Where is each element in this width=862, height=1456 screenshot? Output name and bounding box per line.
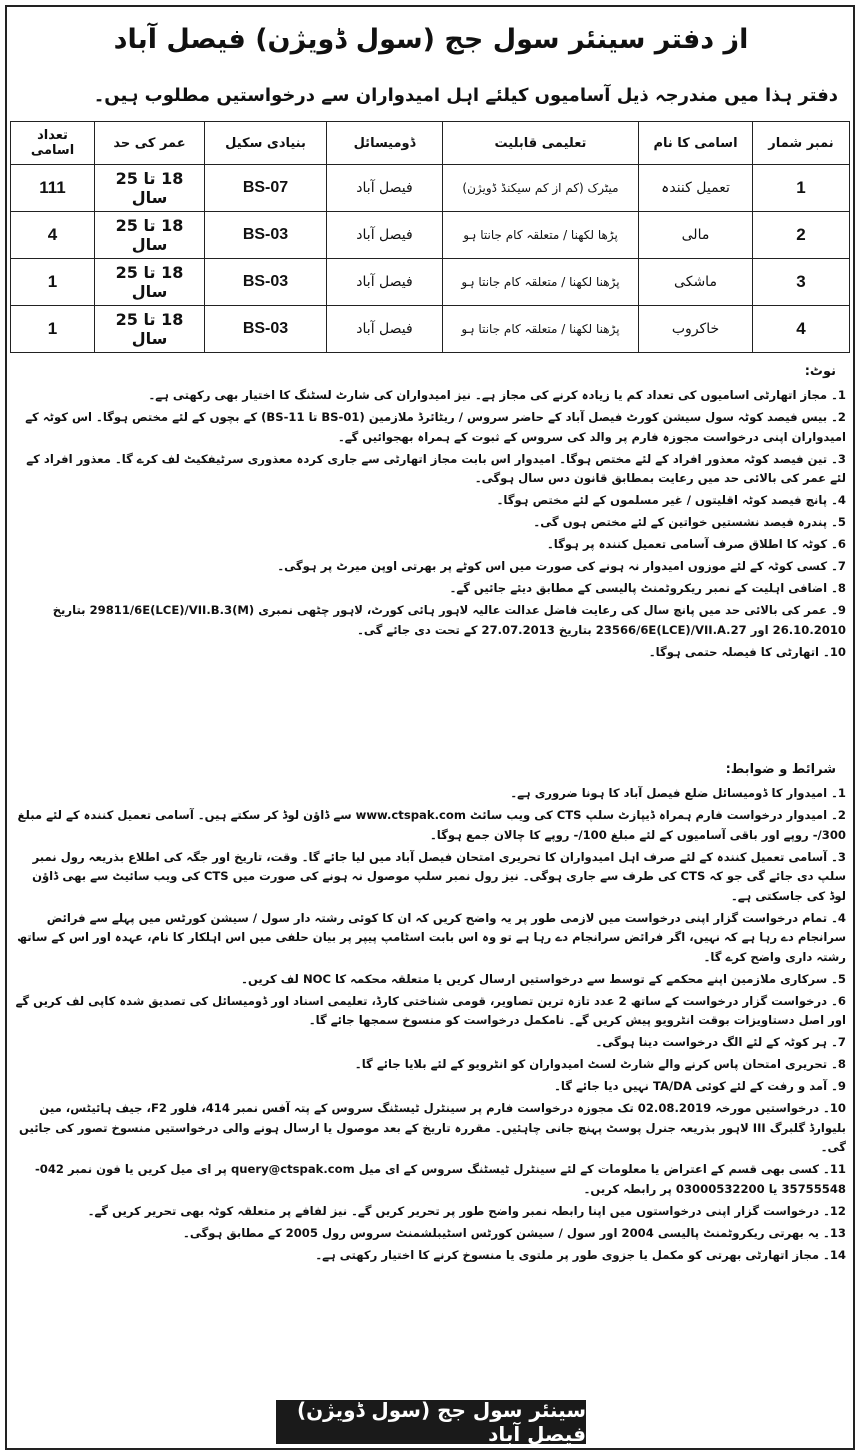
cell-post-count: 111 — [11, 165, 95, 212]
note-item: 6۔ کوٹہ کا اطلاق صرف آسامی تعمیل کنندہ پر ہوگا۔ — [547, 537, 846, 551]
note-item: 9۔ عمر کی بالائی حد میں پانچ سال کی رعایت فاضل عدالت عالیہ لاہور ہائی کورٹ، لاہور چٹھی نمبری 29811/6E(LCE)/VII.B.3(M) بتاریخ 26.10.2010 اور 23566/6E(LCE)/VII.A.27 بتاریخ 27.07.2013 کے تحت دی جائے گی۔ — [52, 603, 846, 637]
cell-age-limit: 18 تا 25 سال — [95, 259, 205, 306]
header-serial: نمبر شمار — [753, 122, 850, 165]
cell-age-limit: 18 تا 25 سال — [95, 306, 205, 353]
cell-serial: 2 — [753, 212, 850, 259]
cell-scale: BS-07 — [205, 165, 327, 212]
posts-table — [10, 121, 850, 353]
notes-heading: نوٹ: — [804, 364, 836, 379]
cell-qualification: میٹرک (کم از کم سیکنڈ ڈویژن) — [443, 165, 639, 212]
condition-item: 3۔ آسامی تعمیل کنندہ کے لئے صرف اہل امیدواران کا تحریری امتحان فیصل آباد میں لیا جائے گا۔ وقت، تاریخ اور جگہ کی اطلاع بذریعہ رول نمبر سلپ دی جائے گی جو کہ CTS کی طرف سے جاری ہوگی۔ نیز رول نمبر سلپ موصول نہ ہونے کی صورت میں CTS کی ویب سائیٹ سے بھی ڈاؤن لوڈ کی جاسکتی ہے۔ — [32, 849, 846, 903]
condition-item: 5۔ سرکاری ملازمین اپنے محکمے کے توسط سے درخواستیں ارسال کریں یا متعلقہ محکمہ کا NOC لف کریں۔ — [241, 971, 846, 986]
note-item: 1۔ مجاز اتھارٹی اسامیوں کی تعداد کم یا زیادہ کرنے کی مجاز ہے۔ نیز امیدواران کی شارٹ لسٹنگ کا اختیار بھی رکھتی ہے۔ — [148, 388, 846, 402]
cell-scale: BS-03 — [205, 259, 327, 306]
cell-post-count: 1 — [11, 306, 95, 353]
condition-item: 14۔ مجاز اتھارٹی بھرتی کو مکمل یا جزوی طور پر ملتوی یا منسوخ کرنے کا اختیار رکھتی ہے۔ — [315, 1247, 846, 1262]
note-item: 3۔ تین فیصد کوٹہ معذور افراد کے لئے مختص ہوگا۔ امیدوار اس بابت مجاز اتھارٹی سے جاری کردہ معذوری سرٹیفکیٹ لف کرے گا۔ معذور افراد کے لئے عمر کی بالائی حد میں رعایت بمطابق قانون دس سال ہوگی۔ — [26, 451, 846, 485]
condition-item: 2۔ امیدوار درخواست فارم ہمراہ ڈیپازٹ سلپ CTS کی ویب سائٹ www.ctspak.com سے ڈاؤن لوڈ کر سکتے ہیں۔ آسامی تعمیل کنندہ کے لئے مبلغ 300/- روپے اور باقی آسامیوں کے لئے مبلغ 100/- روپے کا چالان جمع ہوگا۔ — [17, 808, 846, 842]
cell-serial: 4 — [753, 306, 850, 353]
note-item: 5۔ پندرہ فیصد نشستیں خواتین کے لئے مختص ہوں گی۔ — [533, 515, 846, 529]
header-post-count: تعداد اسامی — [11, 122, 95, 165]
header-post-name: اسامی کا نام — [639, 122, 753, 165]
cell-domicile: فیصل آباد — [327, 212, 443, 259]
condition-item: 8۔ تحریری امتحان پاس کرنے والے شارٹ لسٹ امیدواران کو انٹرویو کے لئے بلایا جائے گا۔ — [354, 1057, 846, 1071]
cell-qualification: پڑھنا لکھنا / متعلقہ کام جانتا ہو — [443, 259, 639, 306]
condition-item: 6۔ درخواست گزار درخواست کے ساتھ 2 عدد تازہ ترین تصاویر، قومی شناختی کارڈ، تعلیمی اسناد اور ڈومیسائل کی تصدیق شدہ کاپی لف کریں گے اور اصل دستاویزات بوقت انٹرویو پیش کریں گے۔ نامکمل درخواست کو منسوخ سمجھا جائے گا۔ — [15, 993, 846, 1027]
header-qualification: تعلیمی قابلیت — [443, 122, 639, 165]
cell-qualification: پڑھنا لکھنا / متعلقہ کام جانتا ہو — [443, 306, 639, 353]
table-row — [11, 259, 850, 306]
header-domicile: ڈومیسائل — [327, 122, 443, 165]
cell-post-name: تعمیل کنندہ — [639, 165, 753, 212]
page-subtitle: دفتر ہذا میں مندرجہ ذیل آسامیوں کیلئے اہل امیدواران سے درخواستیں مطلوب ہیں۔ — [93, 85, 838, 106]
table-row — [11, 306, 850, 353]
cell-post-count: 1 — [11, 259, 95, 306]
condition-item: 1۔ امیدوار کا ڈومیسائل ضلع فیصل آباد کا ہونا ضروری ہے۔ — [510, 786, 846, 800]
note-item: 8۔ اضافی اہلیت کے نمبر ریکروٹمنٹ پالیسی کے مطابق دیئے جائیں گے۔ — [449, 581, 846, 595]
cell-domicile: فیصل آباد — [327, 165, 443, 212]
condition-item: 10۔ درخواستیں مورخہ 02.08.2019 تک مجوزہ درخواست فارم پر سینٹرل ٹیسٹنگ سروس کے پتہ آفس نمبر 414، فلور F2، جیف ہائیٹس، مین بلیوارڈ گلبرگ III لاہور بذریعہ جنرل پوسٹ پہنچ جانی چاہئیں۔ مقررہ تاریخ کے بعد موصول یا ارسال ہونے والی درخواستیں منسوخ تصور کی جائیں گی۔ — [19, 1101, 846, 1154]
cell-post-name: ماشکی — [639, 259, 753, 306]
condition-item: 11۔ کسی بھی قسم کے اعتراض یا معلومات کے لئے سینٹرل ٹیسٹنگ سروس کے ای میل query@ctspak.com پر ای میل کریں یا فون نمبر 042-35755548 یا 03000532200 پر رابطہ کریں۔ — [34, 1162, 846, 1196]
cell-serial: 3 — [753, 259, 850, 306]
condition-item: 12۔ درخواست گزار اپنی درخواستوں میں اپنا رابطہ نمبر واضح طور پر تحریر کریں گے۔ نیز لفافے پر متعلقہ کوٹہ بھی تحریر کریں گے۔ — [87, 1203, 846, 1218]
cell-scale: BS-03 — [205, 212, 327, 259]
cell-scale: BS-03 — [205, 306, 327, 353]
condition-item: 13۔ یہ بھرتی ریکروٹمنٹ پالیسی 2004 اور سول / سیشن کورٹس اسٹیبلشمنٹ سروس رول 2005 کے مطابق ہوگی۔ — [183, 1225, 846, 1240]
note-item: 4۔ پانچ فیصد کوٹہ اقلیتوں / غیر مسلموں کے لئے مختص ہوگا۔ — [496, 493, 846, 507]
table-header-row — [11, 122, 850, 165]
conditions-list — [14, 784, 846, 1268]
cell-qualification: پڑھا لکھنا / متعلقہ کام جانتا ہو — [443, 212, 639, 259]
notes-list — [14, 386, 846, 665]
condition-item: 7۔ ہر کوٹہ کے لئے الگ درخواست دینا ہوگی۔ — [595, 1035, 846, 1049]
table-row — [11, 165, 850, 212]
page-title: از دفتر سینئر سول جج (سول ڈویژن) فیصل آباد — [113, 24, 749, 55]
signature-text: سینئر سول جج (سول ڈویژن) فیصل آباد — [296, 1398, 586, 1446]
cell-domicile: فیصل آباد — [327, 306, 443, 353]
header-age-limit: عمر کی حد — [95, 122, 205, 165]
header-scale: بنیادی سکیل — [205, 122, 327, 165]
condition-item: 4۔ تمام درخواست گزار اپنی درخواست میں لازمی طور پر یہ واضح کریں کہ ان کا کوئی رشتہ دار سول / سیشن کورٹس میں پہلے سے فرائض سرانجام دے رہا ہے کہ نہیں، اگر فرائض سرانجام دے رہا ہے تو وہ اس بابت اسٹامپ پیپر پر بیان حلفی میں اس اہلکار کا نام، عہدہ اور اس کے ساتھ رشتہ داری واضح کرے گا۔ — [17, 910, 846, 964]
cell-age-limit: 18 تا 25 سال — [95, 212, 205, 259]
cell-post-name: مالی — [639, 212, 753, 259]
note-item: 2۔ بیس فیصد کوٹہ سول سیشن کورٹ فیصل آباد کے حاضر سروس / ریٹائرڈ ملازمین (BS-01 تا BS-11) کے بچوں کے لئے مختص ہوگا۔ اس کوٹہ کے امیدواران اپنی درخواست مجوزہ فارم پر والد کی سروس کے ثبوت کے ہمراہ بھجوائیں گے۔ — [25, 410, 846, 444]
cell-post-count: 4 — [11, 212, 95, 259]
note-item: 10۔ اتھارٹی کا فیصلہ حتمی ہوگا۔ — [648, 644, 846, 659]
cell-post-name: خاکروب — [639, 306, 753, 353]
signature-banner — [276, 1400, 586, 1444]
cell-age-limit: 18 تا 25 سال — [95, 165, 205, 212]
condition-item: 9۔ آمد و رفت کے لئے کوئی TA/DA نہیں دیا جائے گا۔ — [554, 1079, 846, 1093]
note-item: 7۔ کسی کوٹہ کے لئے موزوں امیدوار نہ ہونے کی صورت میں اس کوٹے پر بھرتی اوپن میرٹ پر ہوگی۔ — [277, 559, 846, 573]
cell-serial: 1 — [753, 165, 850, 212]
table-row — [11, 212, 850, 259]
conditions-heading: شرائط و ضوابط: — [725, 762, 836, 777]
cell-domicile: فیصل آباد — [327, 259, 443, 306]
